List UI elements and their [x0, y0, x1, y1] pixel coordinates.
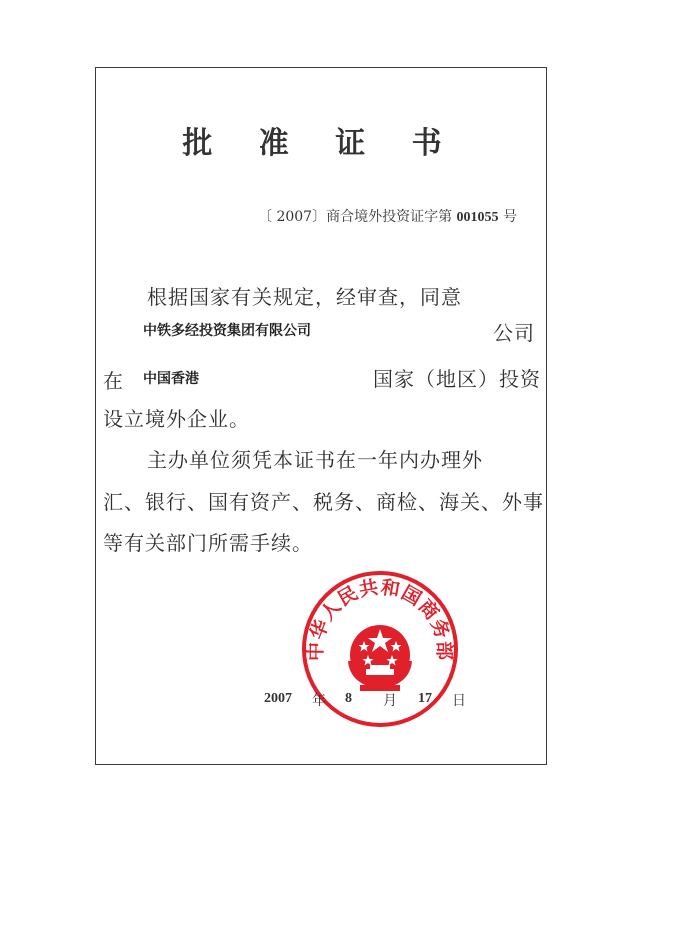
- company-name: 中铁多经投资集团有限公司: [143, 323, 311, 339]
- month-unit: 月: [383, 693, 397, 709]
- certificate-number-prefix: 〔 2007〕商合境外投资证字第: [258, 209, 453, 225]
- certificate-title: 批 准 证 书: [182, 126, 460, 161]
- issue-day: [418, 690, 432, 707]
- body-line-7: 等有关部门所需手续。: [103, 531, 313, 555]
- body-line-6: 汇、银行、国有资产、税务、商检、海关、外事: [103, 490, 544, 514]
- region-suffix: 国家（地区）投资: [373, 367, 541, 391]
- day-unit: 日: [452, 693, 466, 709]
- issue-year: [264, 690, 292, 707]
- day-value: 17: [418, 691, 432, 706]
- at-label: 在: [103, 369, 124, 393]
- seal-text: 中华人民共和国商务部: [304, 576, 456, 662]
- certificate-number-value: 001055: [456, 210, 499, 225]
- year-value: 2007: [264, 691, 292, 706]
- region-name: 中国香港: [143, 371, 199, 387]
- body-line-4: 设立境外企业。: [103, 407, 250, 431]
- body-line-5: 主办单位须凭本证书在一年内办理外: [147, 448, 483, 472]
- certificate-number: [258, 206, 517, 226]
- issue-month: [345, 690, 352, 707]
- year-unit: 年: [312, 693, 326, 709]
- month-value: 8: [345, 691, 352, 706]
- company-suffix: 公司: [493, 321, 535, 345]
- body-line-1: 根据国家有关规定，经审查，同意: [147, 285, 462, 309]
- certificate-number-suffix: 号: [503, 209, 517, 225]
